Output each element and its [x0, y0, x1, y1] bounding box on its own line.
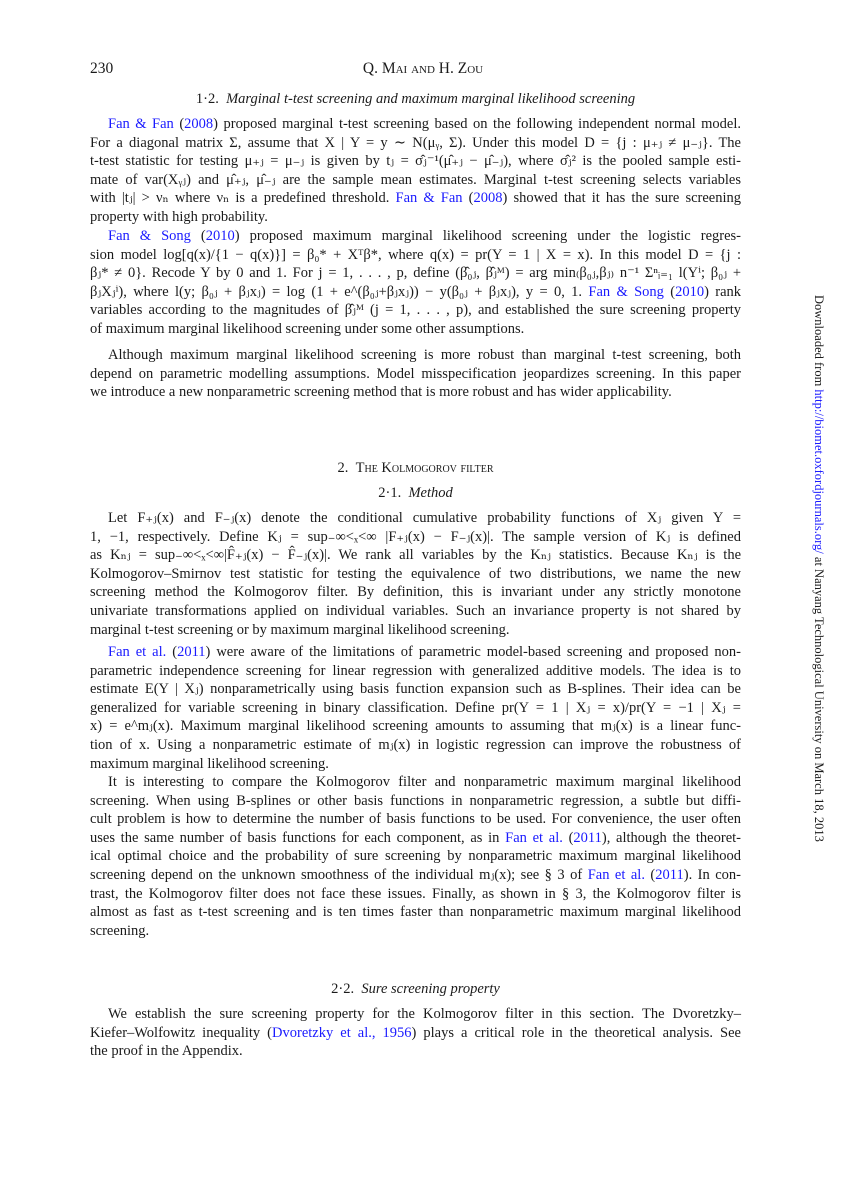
heading-title: Method: [408, 485, 453, 501]
text-span: with |tⱼ| > νₙ where νₙ is a predefined threshold.: [90, 190, 396, 207]
paragraph: [90, 346, 741, 402]
text-line: [90, 509, 741, 528]
text-span: βⱼ* ≠ 0}. Recode Y by 0 and 1. For j = 1, . . . , p, define (β̂₀ⱼ, β̂ⱼᴹ) = arg min₍β₀ⱼ,βⱼ₎ n⁻¹ Σⁿᵢ₌₁ l(Yⁱ; β₀ⱼ +: [90, 265, 741, 282]
text-line: [90, 602, 741, 621]
text-line: [90, 115, 741, 134]
text-line: [90, 810, 741, 829]
text-span: Although maximum marginal likelihood screening is more robust than marginal t-test screening, both: [108, 347, 741, 363]
text-line: [90, 680, 741, 699]
text-span: (: [562, 829, 574, 846]
text-line: [90, 301, 741, 320]
heading-number: 2.: [337, 460, 349, 476]
text-line: [90, 528, 741, 547]
text-span: generalized for variable screening in binary classification. Define pr(Y = 1 | Xⱼ = x)/pr(Y = −1 | Xⱼ =: [90, 699, 741, 716]
text-span: tion of x. Using a nonparametric estimate of mⱼ(x) in logistic regression can improve the robustness of: [90, 736, 741, 753]
citation-link[interactable]: Fan et al.: [587, 866, 645, 883]
text-span: ), although the theoret-: [601, 829, 741, 846]
text-line: [90, 227, 741, 246]
text-span: ) were aware of the limitations of parametric model-based screening and proposed non-: [205, 644, 741, 660]
text-span: mate of var(Xᵧⱼ) and μ̂₊ⱼ, μ̂₋ⱼ are the sample mean estimates. Marginal t-test screening selects variables: [90, 171, 741, 188]
text-line: [90, 565, 741, 584]
text-span: Let F₊ⱼ(x) and F₋ⱼ(x) denote the conditional cumulative probability functions of Xⱼ given Y =: [108, 510, 741, 526]
citation-link[interactable]: 2010: [205, 228, 235, 244]
journal-link[interactable]: http://biomet.oxfordjournals.org/: [812, 389, 826, 554]
heading-title: Sure screening property: [361, 981, 500, 997]
text-span: (: [644, 866, 656, 883]
text-span: depend on parametric modelling assumptions. Model misspecification jeopardizes screening. In this paper: [90, 365, 741, 382]
citation-link[interactable]: 2011: [655, 866, 684, 883]
running-head-text: Q. Mai and H. Zou: [362, 60, 484, 77]
text-line: [90, 792, 741, 811]
text-line: [90, 922, 741, 941]
text-span: screening. When using B-splines or other basis functions in nonparametric regression, a subtle but diffi-: [90, 792, 741, 809]
text-line: [90, 365, 741, 384]
citation-link[interactable]: 2010: [675, 283, 705, 300]
paragraph: [90, 643, 741, 773]
text-span: the proof in the Appendix.: [90, 1043, 243, 1060]
heading-2-2: [90, 981, 741, 998]
text-span: Kiefer–Wolfowitz inequality (: [90, 1024, 273, 1041]
text-span: (: [173, 116, 185, 132]
text-line: [90, 171, 741, 190]
citation-link[interactable]: Fan et al.: [108, 644, 167, 660]
text-line: [90, 736, 741, 755]
citation-link[interactable]: Fan et al.: [505, 829, 563, 846]
heading-1-2: [90, 91, 741, 108]
text-line: [90, 383, 741, 402]
text-line: [90, 546, 741, 565]
citation-link[interactable]: Fan & Song: [108, 228, 191, 244]
text-line: [90, 134, 741, 153]
text-span: estimate E(Y | Xⱼ) nonparametrically using basis function expansion such as B-splines. Their idea can be: [90, 681, 741, 698]
heading-number: 2·1.: [378, 485, 402, 501]
text-span: cult problem is how to determine the number of basis functions to be used. For convenience, the user often: [90, 811, 741, 828]
text-line: [90, 1005, 741, 1024]
heading-number: 2·2.: [331, 981, 355, 997]
text-line: [90, 643, 741, 662]
heading-title: Marginal t-test screening and maximum marginal likelihood screening: [226, 91, 636, 107]
text-line: [90, 283, 741, 302]
text-span: trast, the Kolmogorov filter does not face these issues. Finally, as shown in § 3, the Kolmogorov filter is: [90, 885, 741, 902]
citation-link[interactable]: Dvoretzky et al., 1956: [272, 1024, 412, 1041]
paragraph: [90, 509, 741, 639]
download-prefix: Downloaded from: [812, 295, 826, 390]
text-span: screening depend on the unknown smoothness of the individual mⱼ(x); see § 3 of: [90, 866, 588, 883]
text-line: [90, 829, 741, 848]
text-span: (: [166, 644, 178, 660]
text-span: (: [462, 190, 474, 207]
heading-title: The Kolmogorov filter: [355, 460, 494, 476]
text-line: [90, 773, 741, 792]
citation-link[interactable]: Fan & Fan: [108, 116, 174, 132]
citation-link[interactable]: 2008: [184, 116, 214, 132]
paragraph: [90, 1005, 741, 1061]
paragraph: [90, 115, 741, 227]
heading-number: 1·2.: [195, 91, 219, 107]
text-line: [90, 320, 741, 339]
text-span: βⱼXⱼⁱ), where l(y; β₀ⱼ + βⱼxⱼ) = log (1 + e^(β₀ⱼ+βⱼxⱼ)) − y(β₀ⱼ + βⱼxⱼ), y = 0, 1.: [90, 283, 589, 300]
text-span: univariate transformations applied on individual variables. Such an invariance property is not shared by: [90, 602, 741, 619]
text-span: screening method the Kolmogorov filter. By definition, this is invariant under any strictly monotone: [90, 584, 741, 601]
text-span: maximum marginal likelihood screening.: [90, 755, 329, 772]
text-span: ). In con-: [683, 866, 741, 883]
text-span: of maximum marginal likelihood screening under some other assumptions.: [90, 320, 525, 337]
citation-link[interactable]: 2011: [573, 829, 602, 846]
text-span: ) rank: [704, 283, 742, 300]
text-line: [90, 621, 741, 640]
download-notice: [811, 295, 826, 842]
citation-link[interactable]: Fan & Song: [588, 283, 664, 300]
text-span: x) = e^mⱼ(x). Maximum marginal likelihood screening amounts to assuming that mⱼ(x) is a linear func-: [90, 718, 741, 735]
text-span: We establish the sure screening property for the Kolmogorov filter in this section. The Dvoretzky–: [108, 1006, 741, 1022]
paragraph: [90, 773, 741, 940]
paragraph: [90, 227, 741, 339]
heading-2-1: [90, 485, 741, 502]
text-span: property with high probability.: [90, 208, 268, 225]
text-span: screening.: [90, 922, 150, 939]
text-span: sion model log[q(x)/{1 − q(x)}] = β₀* + Xᵀβ*, where q(x) = pr(Y = 1 | X = x). In this model D = {j :: [90, 246, 741, 263]
text-span: t-test statistic for testing μ₊ⱼ = μ₋ⱼ is given by tⱼ = σ̂ⱼ⁻¹(μ̂₊ⱼ − μ̂₋ⱼ), where σ̂ⱼ² is the pooled sample esti-: [90, 153, 741, 170]
text-line: [90, 264, 741, 283]
page-number: 230: [90, 60, 114, 77]
text-span: Kolmogorov–Smirnov test statistic for testing the equivalence of two distributions, we name the new: [90, 565, 741, 582]
text-line: [90, 189, 741, 208]
text-span: (: [190, 228, 206, 244]
text-span: almost as fast as t-test screening and is ten times faster than nonparametric maximum marginal likelihood: [90, 904, 741, 921]
text-span: ) showed that it has the sure screening: [502, 190, 742, 207]
text-line: [90, 755, 741, 774]
citation-link[interactable]: 2008: [473, 190, 503, 207]
heading-section-2: [90, 460, 741, 477]
text-line: [90, 866, 741, 885]
text-span: uses the same number of basis functions for each component, as in: [90, 829, 506, 846]
text-line: [90, 152, 741, 171]
text-span: 1, −1, respectively. Define Kⱼ = sup₋∞<ₓ<∞ |F₊ⱼ(x) − F₋ⱼ(x)|. The sample version of Kⱼ is defined: [90, 528, 741, 545]
text-line: [90, 246, 741, 265]
text-span: It is interesting to compare the Kolmogorov filter and nonparametric maximum marginal likelihood: [108, 774, 741, 790]
text-span: For a diagonal matrix Σ, assume that X | Y = y ∼ N(μᵧ, Σ). Under this model D = {j : μ₊ⱼ ≠ μ₋ⱼ}. The: [90, 134, 741, 151]
text-span: we introduce a new nonparametric screening method that is more robust and has wider applicability.: [90, 384, 672, 401]
text-line: [90, 346, 741, 365]
text-span: (: [663, 283, 676, 300]
text-line: [90, 208, 741, 227]
text-line: [90, 903, 741, 922]
text-span: parametric independence screening for linear regression with generalized additive models. The idea is to: [90, 662, 741, 679]
text-line: [90, 583, 741, 602]
citation-link[interactable]: 2011: [177, 644, 206, 660]
text-span: ) proposed maximum marginal likelihood screening under the logistic regres-: [234, 228, 742, 244]
text-span: ical optimal choice and the probability of sure screening by nonparametric maximum marginal likelihood: [90, 848, 741, 865]
text-line: [90, 662, 741, 681]
text-line: [90, 885, 741, 904]
text-span: ) plays a critical role in the theoretical analysis. See: [411, 1024, 741, 1041]
text-span: marginal t-test screening or by maximum marginal likelihood screening.: [90, 621, 510, 638]
download-suffix: at Nanyang Technological University on March 18, 2013: [812, 553, 826, 842]
text-span: as Kₙⱼ = sup₋∞<ₓ<∞|F̂₊ⱼ(x) − F̂₋ⱼ(x)|. We rank all variables by the Kₙⱼ statistics. Because Kₙⱼ is the: [90, 547, 741, 564]
text-span: ) proposed marginal t-test screening based on the following independent normal model.: [213, 116, 741, 132]
text-line: [90, 847, 741, 866]
text-line: [90, 1024, 741, 1043]
text-line: [90, 699, 741, 718]
text-span: variables according to the magnitudes of β̂ⱼᴹ (j = 1, . . . , p), and established the sure screening property: [90, 302, 741, 319]
text-line: [90, 717, 741, 736]
text-line: [90, 1042, 741, 1061]
citation-link[interactable]: Fan & Fan: [395, 190, 463, 207]
running-head: [0, 60, 846, 78]
